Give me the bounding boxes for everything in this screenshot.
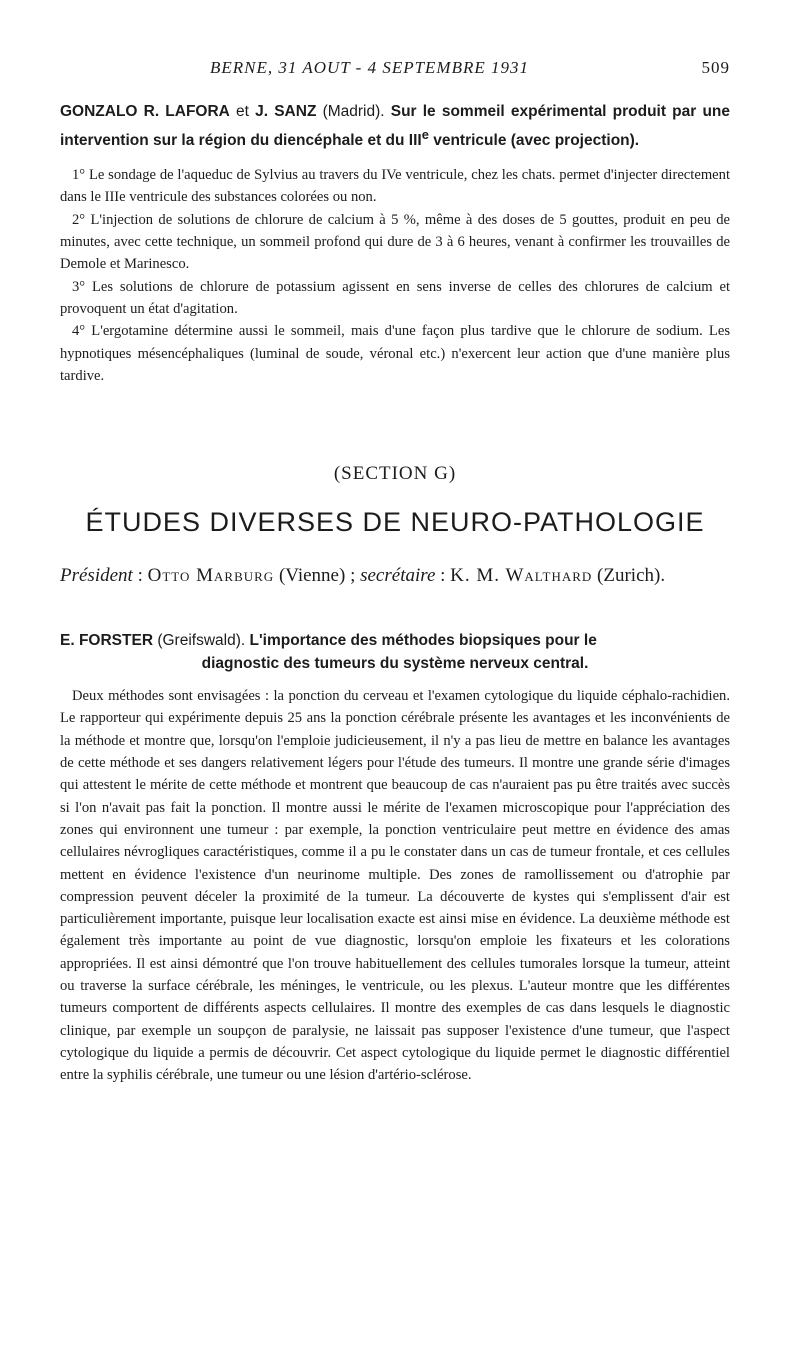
running-head	[60, 58, 730, 86]
secretary-label: secrétaire	[360, 565, 436, 587]
abstract1-paragraph-4: 4° L'ergotamine détermine aussi le sommeil, mais d'une façon plus tardive que le chlorure de sodium. Les hypnotiques mésencéphaliques (luminal de soude, véronal etc.) n'exercent leur action que d'une manière plus tardive.	[60, 323, 730, 384]
abstract1-paragraph-1: 1° Le sondage de l'aqueduc de Sylvius au travers du IVe ventricule, chez les chats. permet d'injecter directement dans le IIIe ventricule des substances colorées ou non.	[60, 167, 730, 206]
president-place: (Vienne) ;	[274, 565, 361, 587]
abstract1-author: GONZALO R. LAFORA	[60, 103, 230, 120]
section-officers	[60, 562, 730, 589]
abstract1-title-sup: e	[421, 127, 429, 142]
section-title: ÉTUDES DIVERSES DE NEURO-PATHOLOGIE	[85, 507, 705, 538]
abstract2-title-line2: diagnostic des tumeurs du système nerveux central.	[201, 655, 589, 673]
colon-2: :	[435, 565, 451, 587]
abstract2-location: (Greifswald).	[153, 632, 250, 650]
page-number: 509	[701, 58, 730, 77]
section-label: (SECTION G)	[333, 463, 457, 485]
abstract1-title: Sur le sommeil expérimental produit par une intervention sur la région du diencéphale et du III	[60, 103, 731, 150]
abstract1-heading	[60, 100, 730, 152]
colon-1: :	[132, 565, 148, 587]
abstract1-body	[60, 164, 730, 387]
abstract1-location: (Madrid).	[316, 103, 391, 120]
abstract1-title-end: ventricule (avec projection).	[428, 132, 640, 150]
president-name: Otto Marburg	[147, 565, 275, 587]
abstract2-body	[60, 685, 730, 1086]
abstract2-heading	[60, 629, 730, 675]
abstract1-paragraph-3: 3° Les solutions de chlorure de potassium agissent en sens inverse de celles des chlorures de calcium et provoquent un état d'agitation.	[60, 278, 730, 317]
secretary-place: (Zurich).	[592, 565, 666, 587]
running-head-title: BERNE, 31 AOUT - 4 SEPTEMBRE 1931	[210, 58, 529, 77]
abstract2-author: E. FORSTER	[60, 632, 154, 650]
page	[60, 58, 730, 1086]
abstract1-et: et	[229, 103, 256, 120]
abstract1-coauthor: J. SANZ	[255, 103, 317, 120]
abstract2-paragraph: Deux méthodes sont envisagées : la ponction du cerveau et l'examen cytologique du liquide céphalo-rachidien. Le rapporteur qui expérimente depuis 25 ans la ponction cérébrale présente les avantages et les inconvénients de la méthode et montre que, lorsqu'on l'emploie judicieusement, il n'y a pas lieu de mettre en balance les avantages de cette méthode et ses dangers relativement légers pour l'étude des tumeurs. Il montre une grande série d'images qui attestent le mérite de cette méthode et montrent que beaucoup de cas n'auraient pas pu être traités avec succès si l'on n'avait pas fait la ponction. Il montre aussi le mérite de l'examen microscopique pour l'appréciation des zones qui environnent une tumeur : par exemple, la ponction ventriculaire peut mettre en évidence des amas cellulaires névrogliques caractéristiques, comme il a pu le constater dans un cas de tumeur frontale, et ces cellules mettent en évidence l'existence d'un neurinome multiple. Des zones de ramollissement ou d'atrophie par compression peuvent déceler la proximité de la tumeur. La découverte de kystes qui s'emplissent d'air est particulièrement importante, puisque leur localisation exacte est ainsi mise en évidence. La deuxième méthode est également très importante au point de vue diagnostic, lorsqu'on emploie les fixateurs et les colorations appropriées. Il est ainsi démontré que l'on trouve habituellement des cellules tumorales lorsque la tumeur, atteint ou traverse la surface cérébrale, les méninges, le ventricule, ou les plexus. L'auteur montre que les différentes tumeurs comportent de différents aspects cellulaires. Il montre des exemples de cas dans lesquels le diagnostic clinique, par exemple un soupçon de paralysie, ne laissait pas supposer l'existence d'une tumeur, que l'aspect cytologique du liquide a permis de découvrir. Cet aspect cytologique du liquide permet le diagnostic différentiel entre la syphilis cérébrale, une tumeur ou une lésion d'artério-sclérose.	[60, 688, 730, 1084]
abstract1-paragraph-2: 2° L'injection de solutions de chlorure de calcium à 5 %, même à des doses de 5 gouttes, produit en peu de minutes, avec cette technique, un sommeil profond qui dure de 3 à 6 heures, venant à confirmer les trouvailles de Demole et Marinesco.	[60, 211, 730, 273]
abstract2-title-line1: L'importance des méthodes biopsiques pour le	[249, 632, 597, 650]
secretary-name: K. M. Walthard	[450, 565, 593, 587]
president-label: Président	[60, 565, 133, 587]
